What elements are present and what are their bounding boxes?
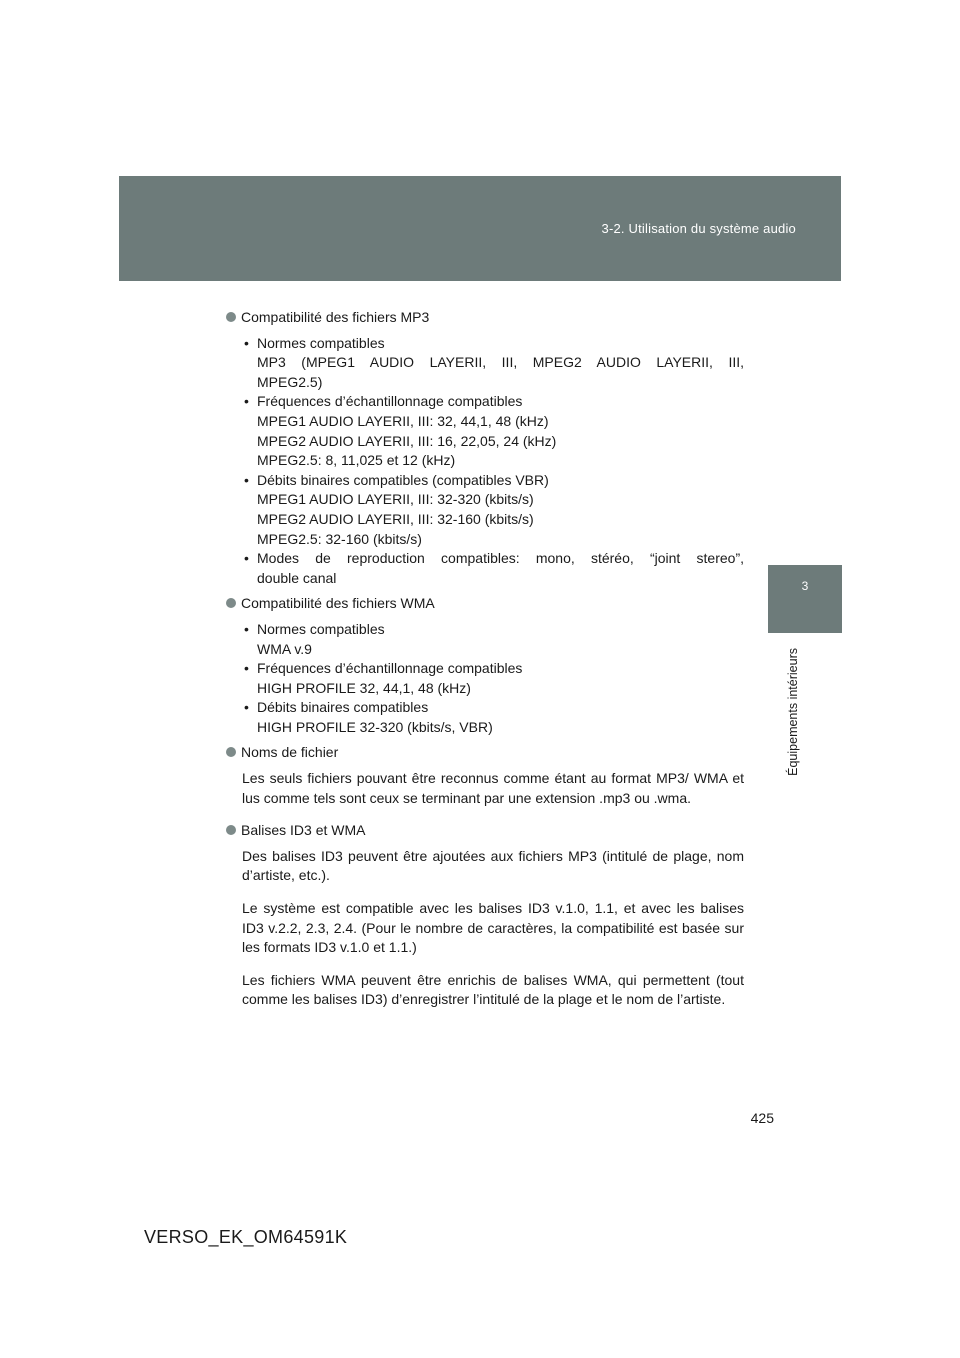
- filenames-heading-text: Noms de fichier: [241, 744, 339, 761]
- list-item: [242, 698, 744, 737]
- list-item: [242, 620, 744, 659]
- page-number: 425: [750, 1110, 774, 1126]
- item-line: HIGH PROFILE 32, 44,1, 48 (kHz): [257, 679, 471, 696]
- item-line: MPEG2.5: 8, 11,025 et 12 (kHz): [257, 452, 456, 469]
- list-item: [242, 659, 744, 698]
- item-line: WMA v.9: [257, 640, 312, 657]
- tags-heading: [226, 821, 744, 841]
- list-item: [242, 549, 744, 588]
- tags-heading-text: Balises ID3 et WMA: [241, 822, 366, 839]
- list-item: [242, 334, 744, 393]
- item-line: MP3 (MPEG1 AUDIO LAYERII, III, MPEG2 AUDIO LAYERII, III,: [257, 354, 744, 371]
- bullet-dot-icon: [226, 312, 236, 322]
- item-label: Fréquences d’échantillonnage compatibles: [257, 660, 523, 677]
- chapter-label-container: [786, 648, 810, 798]
- list-item: [242, 392, 744, 470]
- item-line: MPEG2.5): [257, 373, 323, 390]
- item-line: MPEG1 AUDIO LAYERII, III: 32-320 (kbits/s): [257, 491, 534, 508]
- wma-heading-text: Compatibilité des fichiers WMA: [241, 595, 435, 612]
- bullet-dot-icon: [226, 825, 236, 835]
- list-marker: •: [244, 393, 249, 410]
- list-marker: •: [244, 334, 249, 351]
- bullet-dot-icon: [226, 598, 236, 608]
- tags-paragraph: Les fichiers WMA peuvent être enrichis de balises WMA, qui permettent (tout comme les balises ID3) d’enregistrer l’intitulé de la plage et le nom de l’artiste.: [242, 971, 744, 1008]
- item-line: HIGH PROFILE 32-320 (kbits/s, VBR): [257, 718, 493, 735]
- list-marker: •: [244, 620, 249, 637]
- section-title: 3-2. Utilisation du système audio: [601, 221, 796, 236]
- mp3-items: [242, 334, 744, 589]
- bullet-dot-icon: [226, 747, 236, 757]
- item-label: Débits binaires compatibles (compatibles VBR): [257, 471, 549, 488]
- chapter-tab: [768, 565, 842, 633]
- header-band: [119, 176, 841, 281]
- item-label: Débits binaires compatibles: [257, 699, 429, 716]
- wma-items: [242, 620, 744, 738]
- tags-paragraph: Le système est compatible avec les balises ID3 v.1.0, 1.1, et avec les balises ID3 v.2.2, 2.3, 2.4. (Pour le nombre de caractères, la compatibilité est basée sur les formats ID3 v.1.0 et 1.1.): [242, 900, 744, 956]
- item-label: Fréquences d’échantillonnage compatibles: [257, 393, 523, 410]
- list-marker: •: [244, 471, 249, 488]
- list-marker: •: [244, 699, 249, 716]
- tags-paragraph: Des balises ID3 peuvent être ajoutées aux fichiers MP3 (intitulé de plage, nom d’artiste, etc.).: [242, 847, 744, 884]
- item-line: MPEG2 AUDIO LAYERII, III: 32-160 (kbits/s): [257, 510, 534, 527]
- chapter-number: 3: [801, 579, 809, 593]
- chapter-label: Équipements intérieurs: [786, 648, 800, 776]
- item-label: Modes de reproduction compatibles: mono, stéréo, “joint stereo”,: [257, 550, 744, 567]
- mp3-heading: [226, 308, 744, 328]
- item-line: MPEG2.5: 32-160 (kbits/s): [257, 530, 422, 547]
- document-code: VERSO_EK_OM64591K: [144, 1227, 348, 1247]
- filenames-heading: [226, 743, 744, 763]
- page-content: [226, 308, 744, 1023]
- item-line: MPEG2 AUDIO LAYERII, III: 16, 22,05, 24 (kHz): [257, 432, 557, 449]
- item-line: double canal: [257, 569, 337, 586]
- item-label: Normes compatibles: [257, 334, 385, 351]
- list-marker: •: [244, 550, 249, 567]
- filenames-paragraph: Les seuls fichiers pouvant être reconnus comme étant au format MP3/ WMA et lus comme tels sont ceux se terminant par une extension .mp3 ou .wma.: [242, 770, 744, 806]
- wma-heading: [226, 594, 744, 614]
- mp3-heading-text: Compatibilité des fichiers MP3: [241, 309, 430, 325]
- list-item: [242, 471, 744, 549]
- list-marker: •: [244, 660, 249, 677]
- item-line: MPEG1 AUDIO LAYERII, III: 32, 44,1, 48 (kHz): [257, 412, 549, 429]
- item-label: Normes compatibles: [257, 620, 385, 637]
